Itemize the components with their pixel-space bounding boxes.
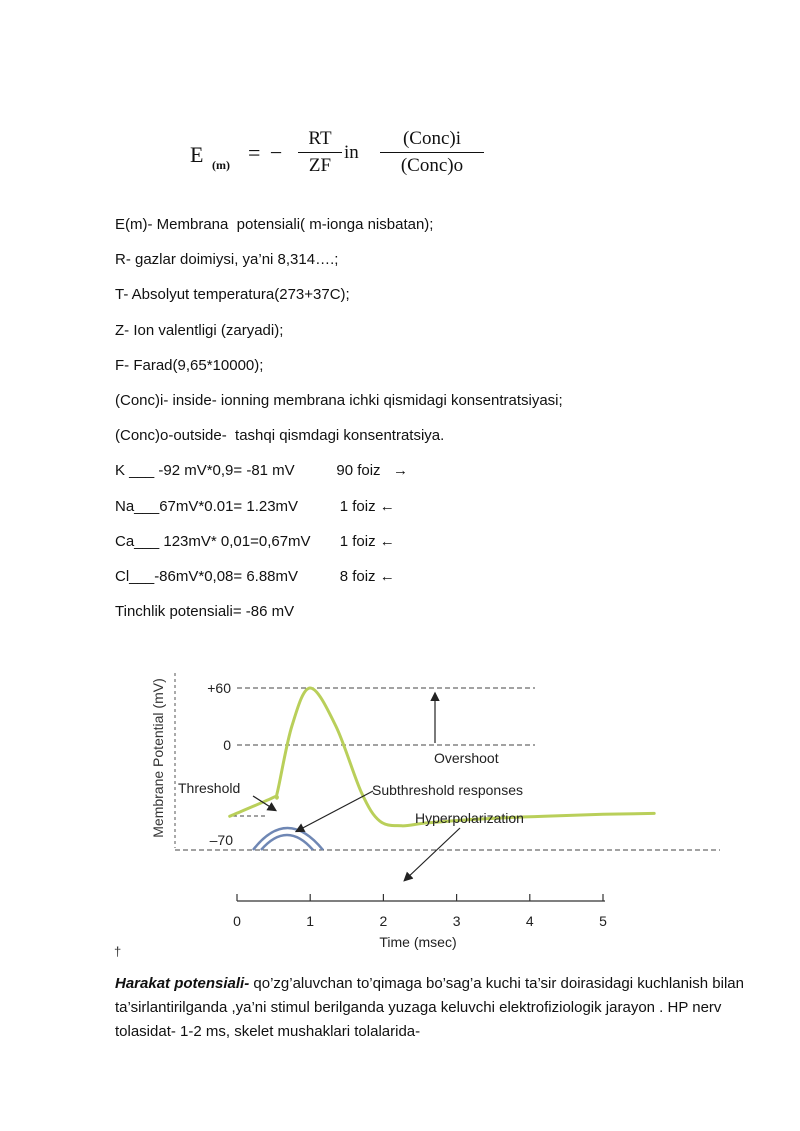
formula-ln: in: [344, 142, 359, 163]
text-line: Cl___-86mV*0,08= 6.88mV 8 foiz ←: [115, 567, 395, 585]
x-tick-label: 2: [379, 913, 388, 929]
annotation-hyperpolarization: Hyperpolarization: [415, 810, 524, 826]
formula-frac1-denominator: ZF: [308, 155, 332, 176]
text-line: E(m)- Membrana potensiali( m-ionga nisbatan);: [115, 216, 434, 233]
formula-frac1-numerator: RT: [298, 128, 342, 153]
text-line: R- gazlar doimiysi, ya’ni 8,314….;: [115, 251, 339, 269]
x-axis-ticks: [233, 894, 607, 929]
text-line: F- Farad(9,65*10000);: [115, 356, 264, 374]
text-line: Z- Ion valentligi (zaryadi);: [115, 321, 284, 339]
formula-frac2-numerator: (Conc)i: [380, 128, 484, 153]
text-line: (Conc)o-outside- tashqi qismdagi konsentratsiya.: [115, 427, 445, 445]
x-tick-label: 5: [599, 913, 607, 929]
paragraph-term: Harakat potensiali-: [115, 975, 250, 992]
hyperpolarization-arrow: [405, 828, 460, 880]
text-line: Tinchlik potensiali= -86 mV: [115, 603, 295, 621]
footnote-mark: †: [114, 944, 122, 959]
y-tick-minus70: –70: [209, 832, 233, 848]
y-axis-label: Membrane Potential (mV): [150, 678, 166, 838]
x-tick-label: 3: [452, 913, 461, 929]
formula-equals: = −: [248, 140, 285, 165]
nernst-formula: [190, 128, 490, 184]
annotation-overshoot: Overshoot: [434, 750, 499, 766]
action-potential-graph: [145, 648, 725, 958]
annotation-threshold: Threshold: [178, 780, 241, 796]
y-tick-plus60: +60: [207, 680, 231, 696]
x-tick-label: 0: [233, 913, 241, 929]
y-tick-zero: 0: [223, 737, 231, 753]
subthreshold-arc-inner: [261, 835, 313, 850]
formula-fraction-conc: [380, 128, 484, 177]
text-line: (Conc)i- inside- ionning membrana ichki qismidagi konsentratsiyasi;: [115, 391, 563, 409]
formula-fraction-rt-zf: [298, 128, 342, 177]
text-line: K ___ -92 mV*0,9= -81 mV 90 foiz →: [115, 462, 409, 480]
text-line: T- Absolyut temperatura(273+37C);: [115, 286, 350, 304]
formula-lhs-subscript: (m): [212, 158, 230, 172]
x-axis-label: Time (msec): [379, 934, 457, 950]
subthreshold-arrow: [297, 791, 373, 831]
annotation-subthreshold: Subthreshold responses: [372, 782, 523, 798]
x-tick-label: 4: [525, 913, 534, 929]
paragraph-text: qo’zg’aluvchan to’qimaga bo’sag’a kuchi ta’sir doirasidagi kuchlanish bilan ta’sirlantirilganda ,ya’ni stimul berilganda yuzaga keluvchi elektrofiziologik jarayon . HP nerv tolasidat- 1-2 ms, skelet mushaklari tolalarida-: [115, 975, 744, 1040]
x-tick-label: 1: [306, 913, 315, 929]
text-line: Ca___ 123mV* 0,01=0,67mV 1 foiz ←: [115, 532, 395, 550]
formula-frac2-denominator: (Conc)o: [400, 155, 464, 176]
text-line: Na___67mV*0.01= 1.23mV 1 foiz ←: [115, 497, 395, 515]
formula-lhs: E: [190, 142, 204, 167]
paragraph-harakat-potensiali: [115, 972, 755, 1044]
definition-lines: [115, 214, 755, 636]
